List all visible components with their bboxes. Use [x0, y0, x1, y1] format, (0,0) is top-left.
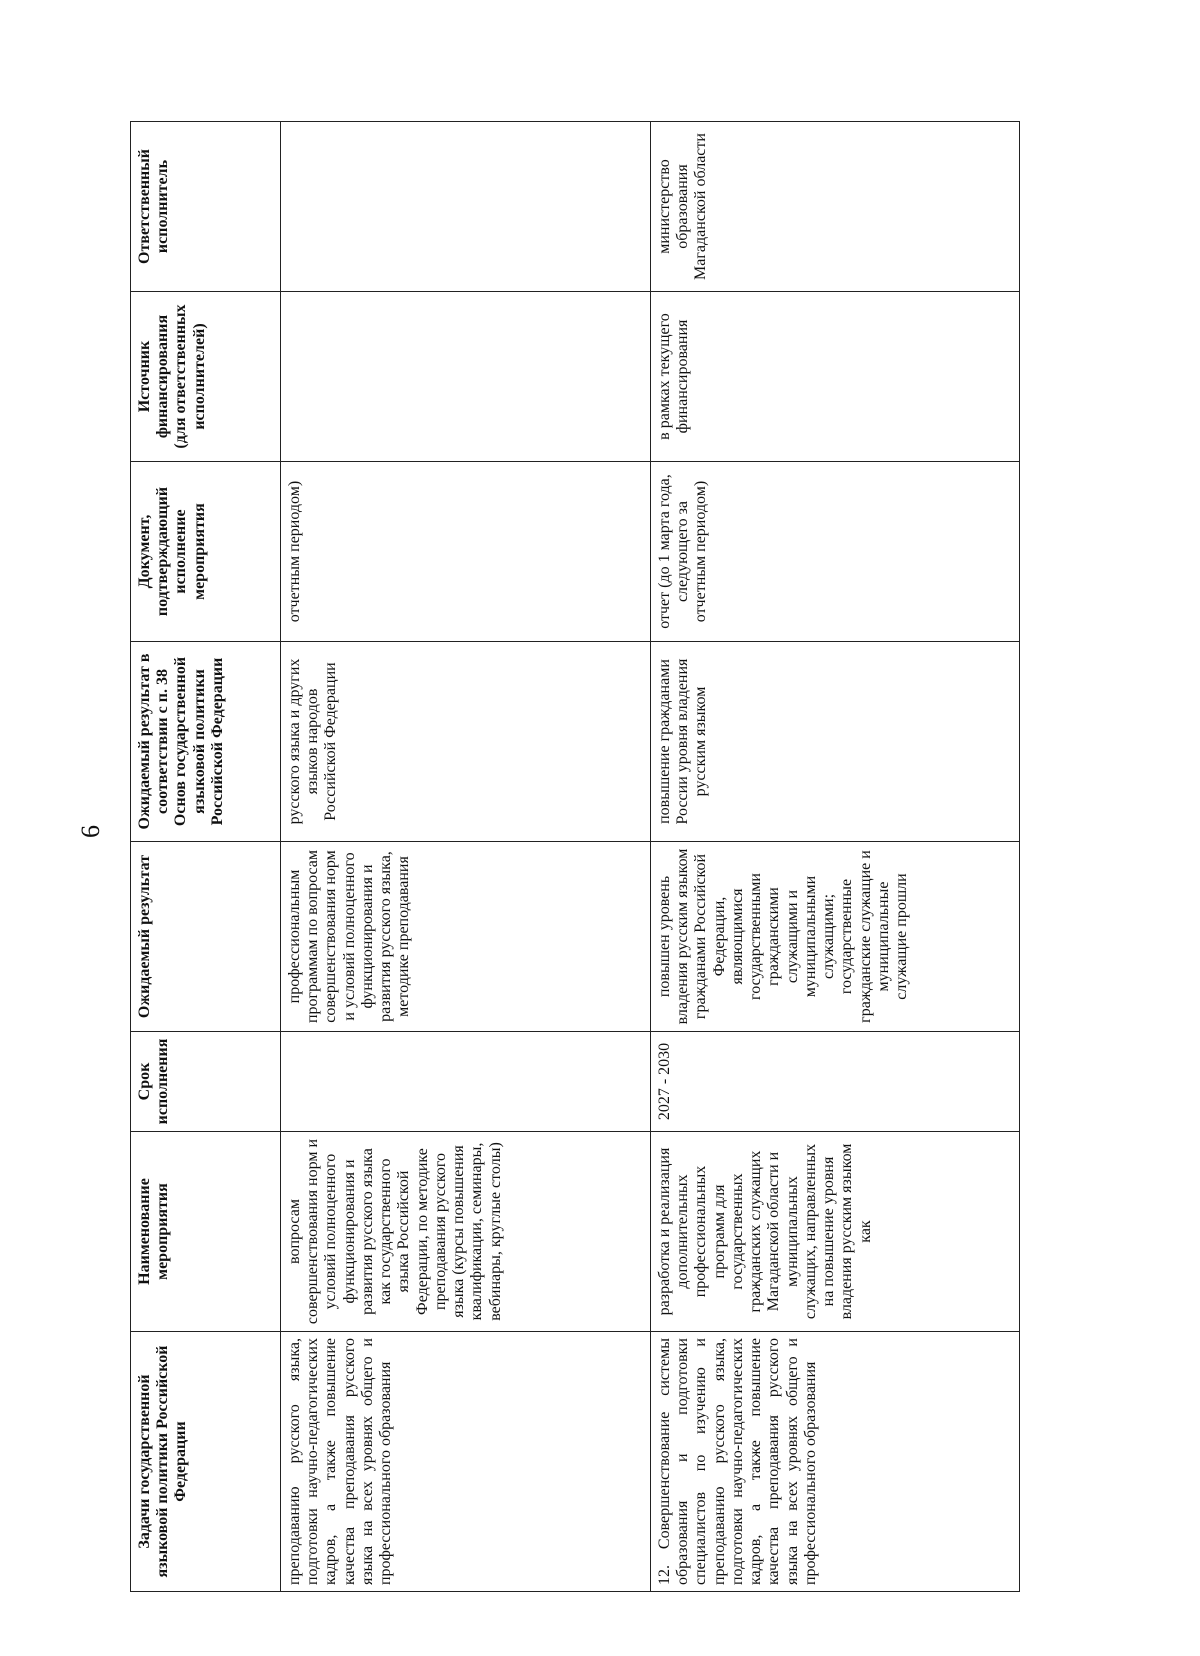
plan-table — [130, 121, 1020, 1592]
cell-measure: вопросам совершенствования норм и условий полноценного функционирования и развития русского языка как государственного языка Российской Федерации, по методике преподавания русского языка (курсы повышения квалификации, семинары, вебинары, круглые столы) — [281, 1132, 651, 1332]
cell-term: 2027 - 2030 — [651, 1032, 1020, 1132]
header-term: Срок исполнения — [131, 1032, 281, 1132]
cell-document: отчет (до 1 марта года, следующего за отчетным периодом) — [651, 462, 1020, 642]
cell-result: профессиональным программам по вопросам совершенствования норм и условий полноценного функционирования и развития русского языка, методике преподавания — [281, 842, 651, 1032]
cell-source: в рамках текущего финансирования — [651, 292, 1020, 462]
header-document: Документ, подтверждающий исполнение мероприятия — [131, 462, 281, 642]
cell-source — [281, 292, 651, 462]
table-row — [281, 122, 651, 1592]
table-header-row — [131, 122, 281, 1592]
header-result-38: Ожидаемый результат в соответствии с п. 38 Основ государственной языковой политики Российской Федерации — [131, 642, 281, 842]
cell-result: повышен уровень владения русским языком гражданами Российской Федерации, являющимися государственными гражданскими служащими и муниципальными служащими; государственные гражданские служащие и муниципальные служащие прошли — [651, 842, 1020, 1032]
header-result: Ожидаемый результат — [131, 842, 281, 1032]
cell-executor: министерство образования Магаданской области — [651, 122, 1020, 292]
cell-result-38: русского языка и других языков народов Российской Федерации — [281, 642, 651, 842]
header-task: Задачи государственной языковой политики Российской Федерации — [131, 1332, 281, 1592]
header-source: Источник финансирования (для ответственных исполнителей) — [131, 292, 281, 462]
page-number: 6 — [76, 825, 105, 838]
cell-document: отчетным периодом) — [281, 462, 651, 642]
cell-executor — [281, 122, 651, 292]
header-measure: Наименование мероприятия — [131, 1132, 281, 1332]
cell-result-38: повышение гражданами России уровня владения русским языком — [651, 642, 1020, 842]
cell-task: 12. Совершенствование системы образования и подготовки специалистов по изучению и преподаванию русского языка, подготовки научно-педагогических кадров, а также повышение качества преподавания русского языка на всех уровнях общего и профессионального образования — [651, 1332, 1020, 1592]
cell-task: преподаванию русского языка, подготовки научно-педагогических кадров, а также повышение качества преподавания русского языка на всех уровнях общего и профессионального образования — [281, 1332, 651, 1592]
header-executor: Ответственный исполнитель — [131, 122, 281, 292]
cell-measure: разработка и реализация дополнительных профессиональных программ для государственных гражданских служащих Магаданской области и муниципальных служащих, направленных на повышение уровня владения русским языком как — [651, 1132, 1020, 1332]
table-row — [651, 122, 1020, 1592]
rotated-table-wrapper — [130, 122, 1020, 1592]
cell-term — [281, 1032, 651, 1132]
